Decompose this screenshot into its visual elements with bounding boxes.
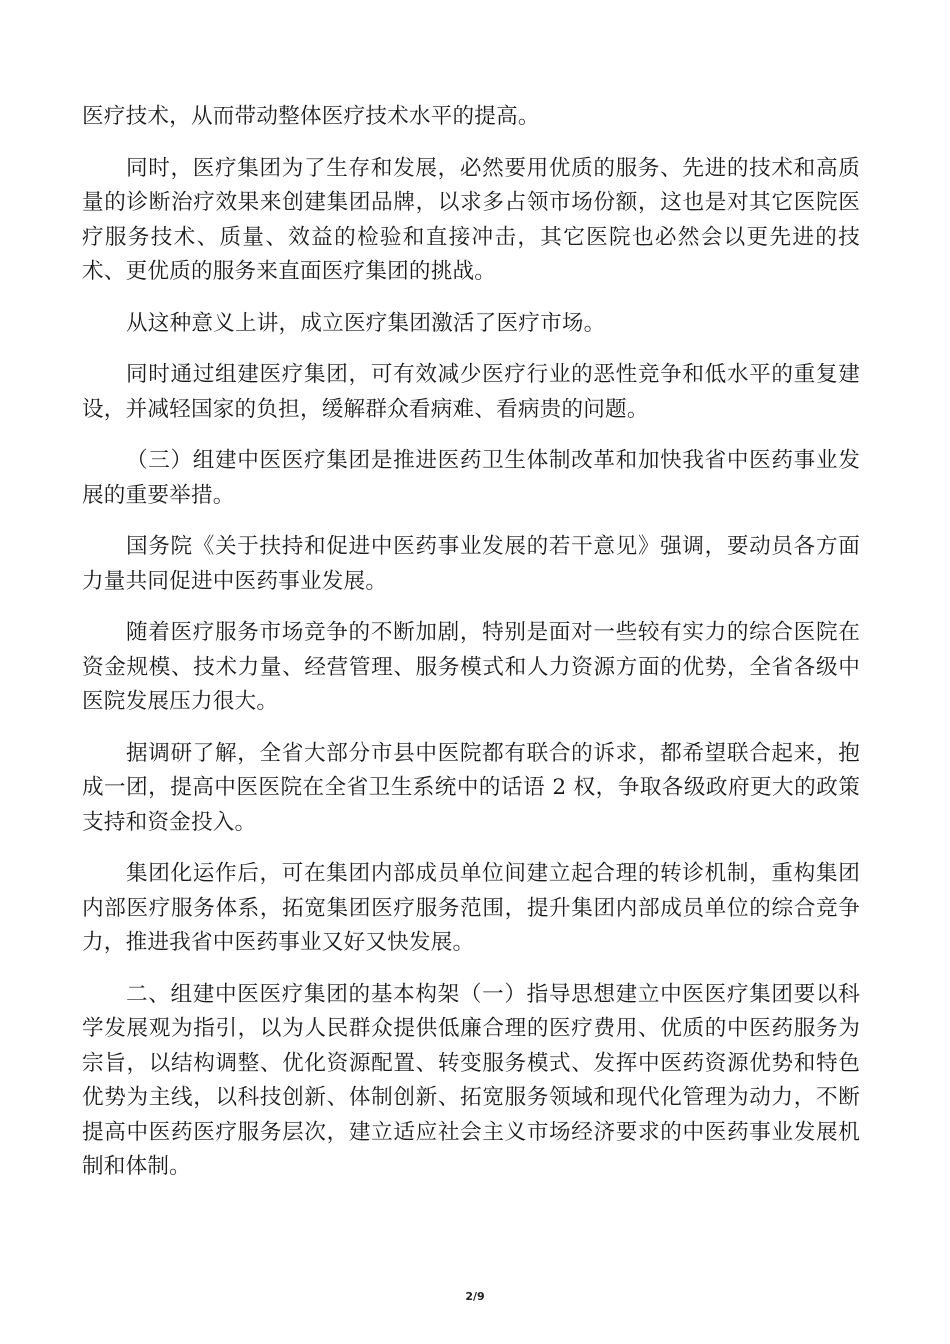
page-number: 2/9 bbox=[465, 1290, 485, 1303]
paragraph: 随着医疗服务市场竞争的不断加剧，特别是面对一些较有实力的综合医院在资金规模、技术力量、经营管理、服务模式和人力资源方面的优势，全省各级中医院发展压力很大。 bbox=[82, 620, 860, 714]
paragraph: 从这种意义上讲，成立医疗集团激活了医疗市场。 bbox=[126, 310, 606, 336]
section-heading-paragraph: （三）组建中医医疗集团是推进医药卫生体制改革和加快我省中医药事业发展的重要举措。 bbox=[82, 448, 860, 508]
paragraph: 集团化运作后，可在集团内部成员单位间建立起合理的转诊机制，重构集团内部医疗服务体系，拓宽集团医疗服务范围，提升集团内部成员单位的综合竞争力，推进我省中医药事业又好又快发展。 bbox=[82, 861, 860, 955]
document-body bbox=[82, 100, 860, 1202]
paragraph: 国务院《关于扶持和促进中医药事业发展的若干意见》强调，要动员各方面力量共同促进中医药事业发展。 bbox=[82, 534, 860, 594]
paragraph: 同时，医疗集团为了生存和发展，必然要用优质的服务、先进的技术和高质量的诊断治疗效果来创建集团品牌，以求多占领市场份额，这也是对其它医院医疗服务技术、质量、效益的检验和直接冲击，其它医院也必然会以更先进的技术、更优质的服务来直面医疗集团的挑战。 bbox=[82, 155, 860, 284]
section-heading-paragraph: 二、组建中医医疗集团的基本构架（一）指导思想建立中医医疗集团要以科学发展观为指引，以为人民群众提供低廉合理的医疗费用、优质的中医药服务为宗旨，以结构调整、优化资源配置、转变服务模式、发挥中医药资源优势和特色优势为主线，以科技创新、体制创新、拓宽服务领域和现代化管理为动力，不断提高中医药医疗服务层次，建立适应社会主义市场经济要求的中医药事业发展机制和体制。 bbox=[82, 981, 860, 1179]
paragraph-continuation: 医疗技术，从而带动整体医疗技术水平的提高。 bbox=[82, 104, 540, 129]
paragraph: 同时通过组建医疗集团，可有效减少医疗行业的恶性竞争和低水平的重复建设，并减轻国家的负担，缓解群众看病难、看病贵的问题。 bbox=[82, 362, 860, 422]
paragraph: 据调研了解，全省大部分市县中医院都有联合的诉求，都希望联合起来，抱成一团，提高中医医院在全省卫生系统中的话语 2 权，争取各级政府更大的政策支持和资金投入。 bbox=[82, 740, 860, 835]
